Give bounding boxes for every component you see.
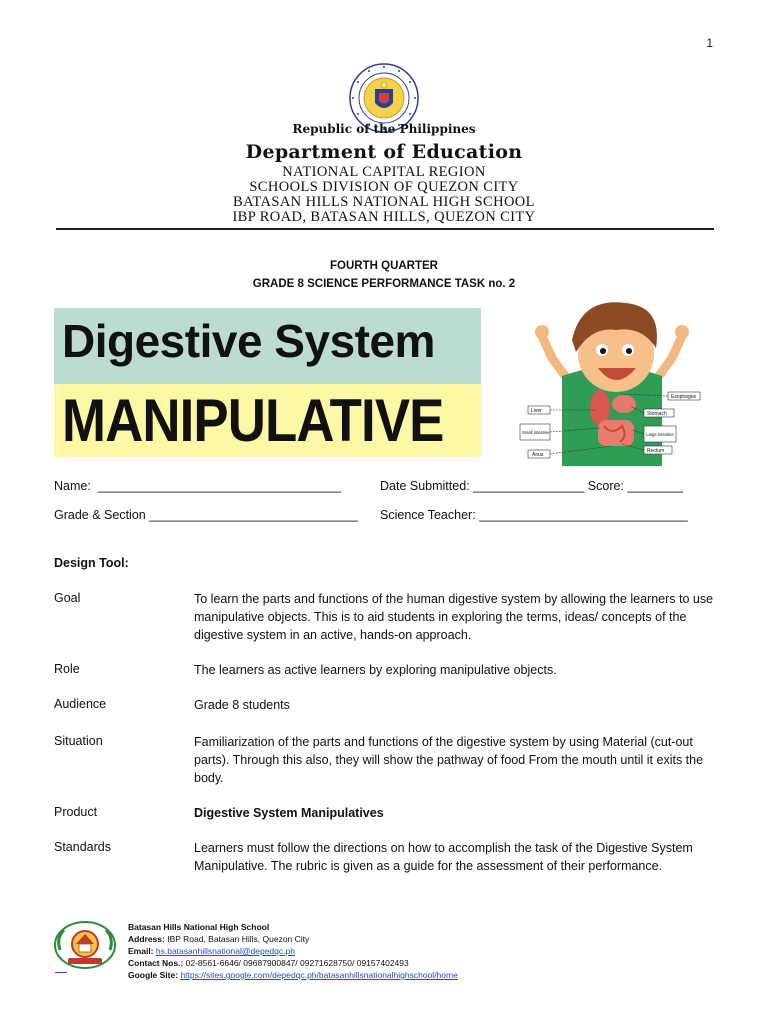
- standards-label: Standards: [54, 840, 111, 854]
- audience-value: Grade 8 students: [194, 698, 290, 712]
- banner-subtitle: MANIPULATIVE: [62, 387, 444, 454]
- office-line-school: BATASAN HILLS NATIONAL HIGH SCHOOL: [233, 194, 535, 210]
- page-number: 1: [706, 36, 713, 50]
- footer-email-label: Email:: [128, 946, 154, 956]
- footer-address: IBP Road, Batasan Hills, Quezon City: [167, 934, 310, 944]
- situation-value: Familiarization of the parts and functions of the digestive system by using Material (cut-out parts). Through this also, they will show the pathway of food From the mouth until it exits the body.: [194, 735, 704, 785]
- goal-value: To learn the parts and functions of the human digestive system by allowing the learners to use manipulative objects. This is to aid students in exploring the terms, ideas/ concepts of the digestive system in an active, hands-on approach.: [194, 592, 714, 642]
- label-anus: Anus: [532, 452, 544, 458]
- office-line-division: SCHOOLS DIVISION OF QUEZON CITY: [249, 179, 519, 195]
- task-title: GRADE 8 SCIENCE PERFORMANCE TASK no. 2: [252, 278, 516, 290]
- product-label: Product: [54, 805, 98, 819]
- header-divider: [56, 228, 714, 230]
- grade-section-field[interactable]: Grade & Section ______________________________: [54, 508, 358, 522]
- republic-heading: Republic of the Philippines: [292, 122, 476, 136]
- goal-label: Goal: [54, 591, 81, 605]
- standards-value: Learners must follow the directions on how to accomplish the task of the Digestive System Manipulative. The rubric is given as a guide for the assessment of their performance.: [194, 841, 693, 873]
- label-liver: Liver: [531, 408, 542, 414]
- role-value: The learners as active learners by exploring manipulative objects.: [194, 663, 557, 677]
- digestive-boy-illustration: [512, 296, 712, 466]
- label-large-intestine: Large Intestine: [646, 432, 674, 437]
- audience-label: Audience: [54, 697, 107, 711]
- label-rectum: Rectum: [647, 448, 665, 454]
- footer-school-name: Batasan Hills National High School: [128, 922, 270, 932]
- footer-contact-label: Contact Nos.:: [128, 958, 184, 968]
- banner-title: Digestive System: [62, 315, 435, 367]
- footer-contact-numbers: 02-8561-6646/ 09687900847/ 09271628750/ 09157402493: [185, 958, 409, 968]
- quarter-title: FOURTH QUARTER: [330, 260, 438, 272]
- footer-underline-mark: [55, 972, 67, 973]
- office-line-address: IBP ROAD, BATASAN HILLS, QUEZON CITY: [232, 209, 536, 225]
- office-line-region: NATIONAL CAPITAL REGION: [282, 164, 486, 180]
- label-stomach: Stomach: [647, 411, 667, 417]
- footer-site-label: Google Site:: [128, 970, 179, 980]
- product-value: Digestive System Manipulatives: [194, 806, 384, 820]
- footer-email-link[interactable]: hs.batasanhillsnational@depedqc.ph: [155, 946, 295, 956]
- name-field[interactable]: Name: ___________________________________: [54, 479, 342, 493]
- label-esophagus: Esophagus: [671, 394, 697, 400]
- footer-site-link[interactable]: https://sites.google.com/depedqc.ph/batasanhillsnationalhighschool/home: [180, 970, 458, 980]
- situation-label: Situation: [54, 734, 103, 748]
- school-logo-icon: [52, 920, 118, 970]
- label-small-intestine: Small Intestine: [522, 430, 550, 435]
- department-heading: Department of Education: [245, 141, 523, 163]
- role-label: Role: [54, 662, 80, 676]
- design-tool-heading: Design Tool:: [54, 556, 129, 570]
- science-teacher-field[interactable]: Science Teacher: ______________________________: [380, 508, 688, 522]
- date-score-field[interactable]: Date Submitted: ________________ Score: ________: [380, 479, 684, 493]
- footer-contact-block: [128, 921, 458, 981]
- footer-address-label: Address:: [128, 934, 165, 944]
